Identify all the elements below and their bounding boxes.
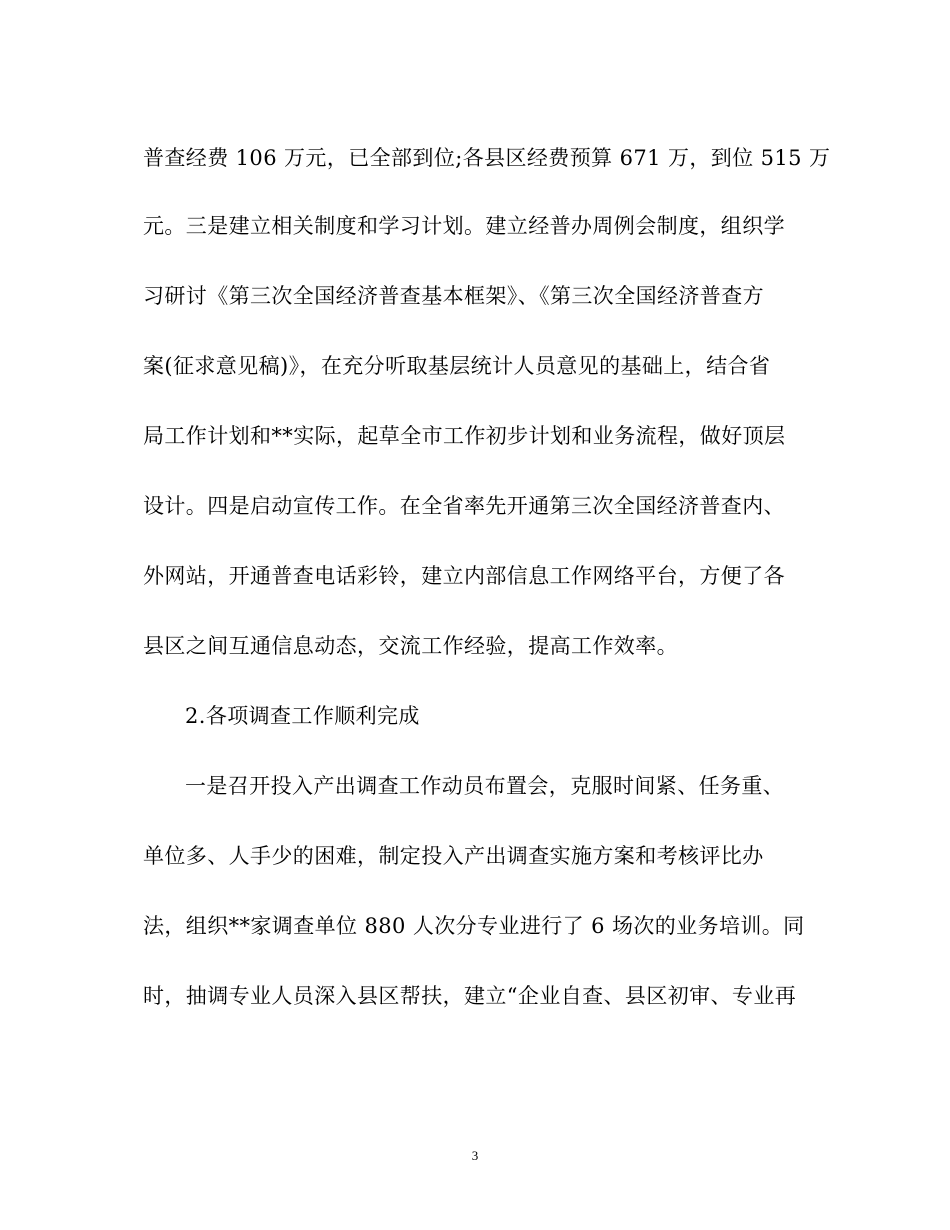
paragraph-first-line: 一是召开投入产出调查工作动员布置会，克服时间紧、任务重、 [185, 774, 785, 798]
text-line: 习研讨《第三次全国经济普查基本框架》、《第三次全国经济普查方 [143, 284, 764, 308]
text-line: 时，抽调专业人员深入县区帮扶，建立“企业自查、县区初审、专业再 [143, 984, 797, 1008]
page-number: 3 [471, 1148, 479, 1163]
text-line: 设计。四是启动宣传工作。在全省率先开通第三次全国经济普查内、 [143, 494, 785, 518]
section-heading: 2.各项调查工作顺利完成 [185, 704, 420, 728]
text-line: 局工作计划和**实际，起草全市工作初步计划和业务流程，做好顶层 [143, 424, 786, 448]
text-line: 县区之间互通信息动态，交流工作经验，提高工作效率。 [143, 634, 678, 658]
text-line: 元。三是建立相关制度和学习计划。建立经普办周例会制度，组织学 [143, 214, 785, 238]
text-line: 案(征求意见稿)》，在充分听取基层统计人员意见的基础上，结合省 [143, 354, 771, 378]
text-line: 普查经费 106 万元，已全部到位;各县区经费预算 671 万，到位 515 万 [143, 146, 831, 170]
text-line: 单位多、人手少的困难，制定投入产出调查实施方案和考核评比办 [143, 844, 764, 868]
text-line: 法，组织**家调查单位 880 人次分专业进行了 6 场次的业务培训。同 [143, 914, 805, 938]
text-line: 外网站，开通普查电话彩铃，建立内部信息工作网络平台，方便了各 [143, 564, 785, 588]
